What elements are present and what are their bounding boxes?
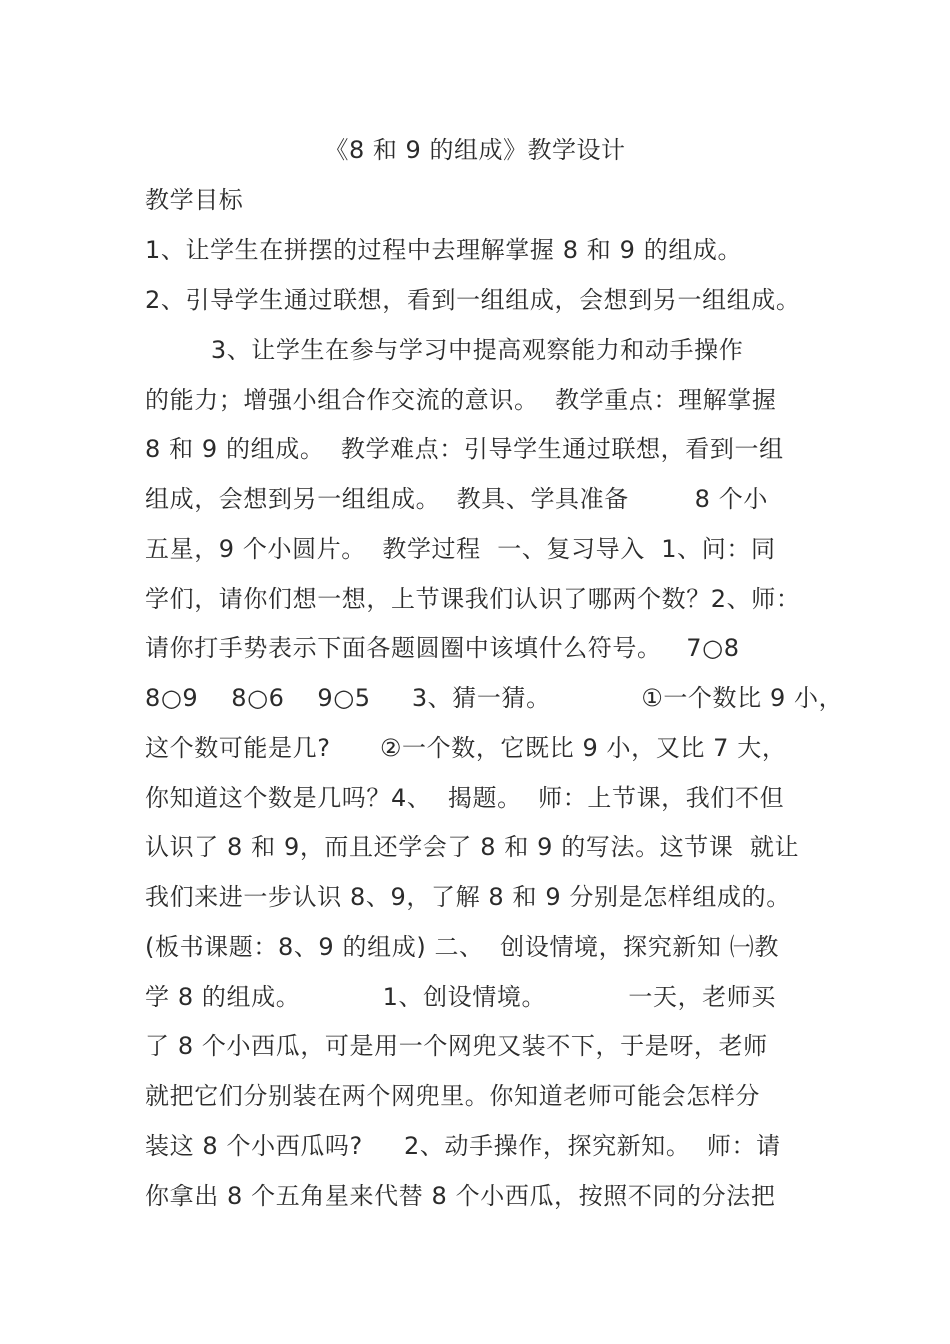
document-title: 《8 和 9 的组成》教学设计 bbox=[324, 136, 626, 164]
text-line: (板书课题：8、9 的组成) 二、 创设情境，探究新知 ㈠教 bbox=[145, 933, 780, 961]
text-line: 学们，请你们想一想，上节课我们认识了哪两个数？2、师： bbox=[145, 585, 801, 613]
text-line: 就把它们分别装在两个网兜里。你知道老师可能会怎样分 bbox=[145, 1082, 760, 1110]
text-line: 我们来进一步认识 8、9，了解 8 和 9 分别是怎样组成的。 bbox=[145, 883, 791, 911]
text-line: 装这 8 个小西瓜吗? 2、动手操作，探究新知。 师：请 bbox=[145, 1132, 781, 1160]
text-line: 你拿出 8 个五角星来代替 8 个小西瓜，按照不同的分法把 bbox=[145, 1182, 776, 1210]
text-line: 认识了 8 和 9，而且还学会了 8 和 9 的写法。这节课 就让 bbox=[145, 833, 800, 861]
text-line: 学 8 的组成。 1、创设情境。 一天，老师买 bbox=[145, 983, 776, 1011]
text-line: 8 和 9 的组成。 教学难点：引导学生通过联想，看到一组 bbox=[145, 435, 784, 463]
text-line: 2、引导学生通过联想，看到一组组成，会想到另一组组成。 bbox=[145, 286, 801, 314]
text-line: 3、让学生在参与学习中提高观察能力和动手操作 bbox=[145, 336, 744, 364]
text-line: 了 8 个小西瓜，可是用一个网兜又装不下，于是呀，老师 bbox=[145, 1032, 768, 1060]
text-line: 的能力；增强小组合作交流的意识。 教学重点：理解掌握 bbox=[145, 386, 777, 414]
text-line: 五星，9 个小圆片。 教学过程 一、复习导入 1、问：同 bbox=[145, 535, 776, 563]
text-line: 教学目标 bbox=[145, 186, 244, 214]
text-line: 请你打手势表示下面各题圆圈中该填什么符号。 7○8 bbox=[145, 634, 740, 662]
text-line: 你知道这个数是几吗？4、 揭题。 师：上节课，我们不但 bbox=[145, 784, 785, 812]
text-line: 1、让学生在拼摆的过程中去理解掌握 8 和 9 的组成。 bbox=[145, 236, 743, 264]
text-line: 这个数可能是几? ②一个数，它既比 9 小，又比 7 大， bbox=[145, 734, 787, 762]
text-line: 8○9 8○6 9○5 3、猜一猜。 ①一个数比 9 小， bbox=[145, 684, 844, 712]
text-line: 组成，会想到另一组组成。 教具、学具准备 8 个小 bbox=[145, 485, 768, 513]
